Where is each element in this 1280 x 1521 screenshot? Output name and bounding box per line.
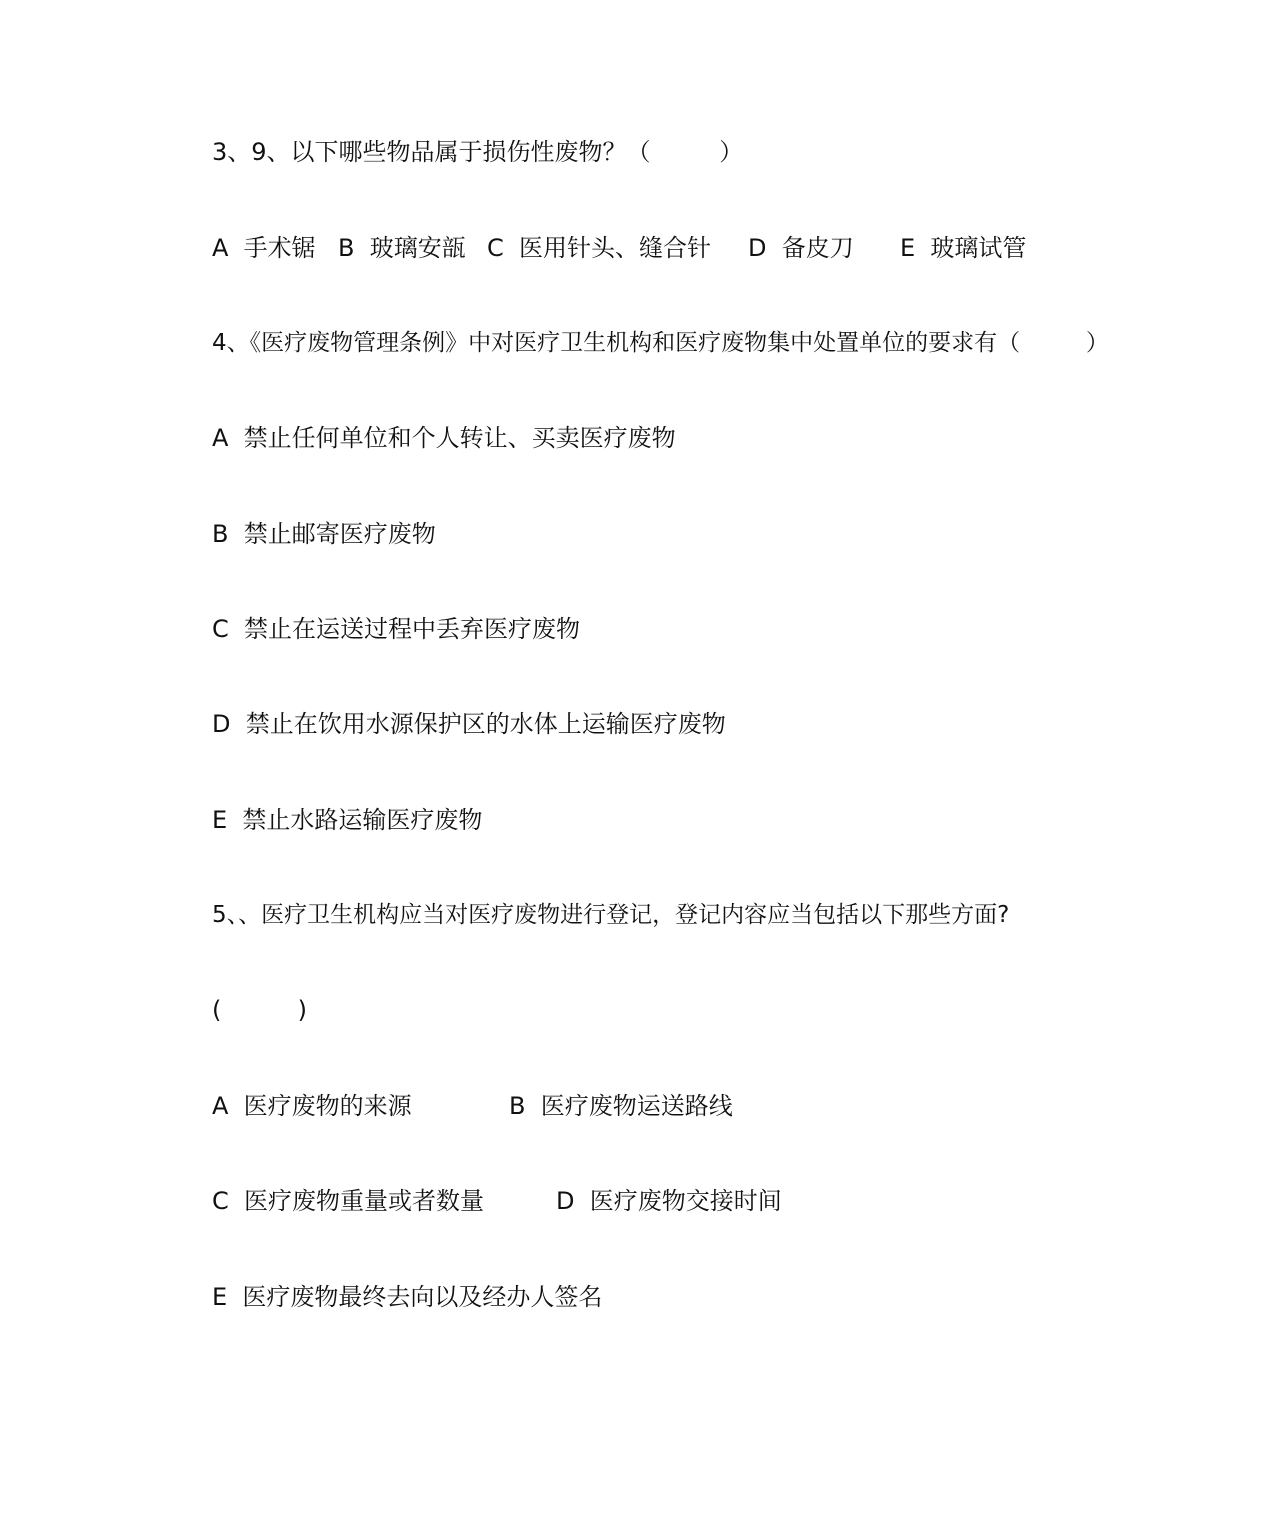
question-3-option-c: C 医用针头、缝合针 bbox=[487, 234, 712, 262]
question-4-option-b: B 禁止邮寄医疗废物 bbox=[212, 520, 436, 548]
question-3-option-b: B 玻璃安瓿 bbox=[338, 234, 466, 262]
question-3-option-d: D 备皮刀 bbox=[748, 234, 854, 262]
question-5-option-a: A 医疗废物的来源 bbox=[212, 1092, 412, 1120]
question-5-option-e: E 医疗废物最终去向以及经办人签名 bbox=[212, 1283, 603, 1311]
question-5-option-b: B 医疗废物运送路线 bbox=[509, 1092, 733, 1120]
question-3-option-a: A 手术锯 bbox=[212, 234, 316, 262]
question-5-option-c: C 医疗废物重量或者数量 bbox=[212, 1187, 485, 1215]
question-4-option-c: C 禁止在运送过程中丢弃医疗废物 bbox=[212, 615, 581, 643]
question-4-text: 4、《医疗废物管理条例》中对医疗卫生机构和医疗废物集中处置单位的要求有（ ） bbox=[212, 330, 1109, 356]
question-5-answer-blank: ( ) bbox=[212, 996, 308, 1024]
question-3-options bbox=[212, 232, 1112, 264]
question-3-option-e: E 玻璃试管 bbox=[900, 234, 1027, 262]
question-4-option-a: A 禁止任何单位和个人转让、买卖医疗废物 bbox=[212, 424, 676, 452]
question-4-option-d: D 禁止在饮用水源保护区的水体上运输医疗废物 bbox=[212, 710, 726, 738]
question-4-option-e: E 禁止水路运输医疗废物 bbox=[212, 806, 483, 834]
question-3-text: 3、9、以下哪些物品属于损伤性废物？（ ） bbox=[212, 138, 744, 166]
question-5-text: 5、、医疗卫生机构应当对医疗废物进行登记，登记内容应当包括以下那些方面? bbox=[212, 902, 1010, 928]
question-5-options-row-2 bbox=[212, 1185, 912, 1217]
question-5-options-row-1 bbox=[212, 1090, 912, 1122]
question-5-option-d: D 医疗废物交接时间 bbox=[556, 1187, 782, 1215]
